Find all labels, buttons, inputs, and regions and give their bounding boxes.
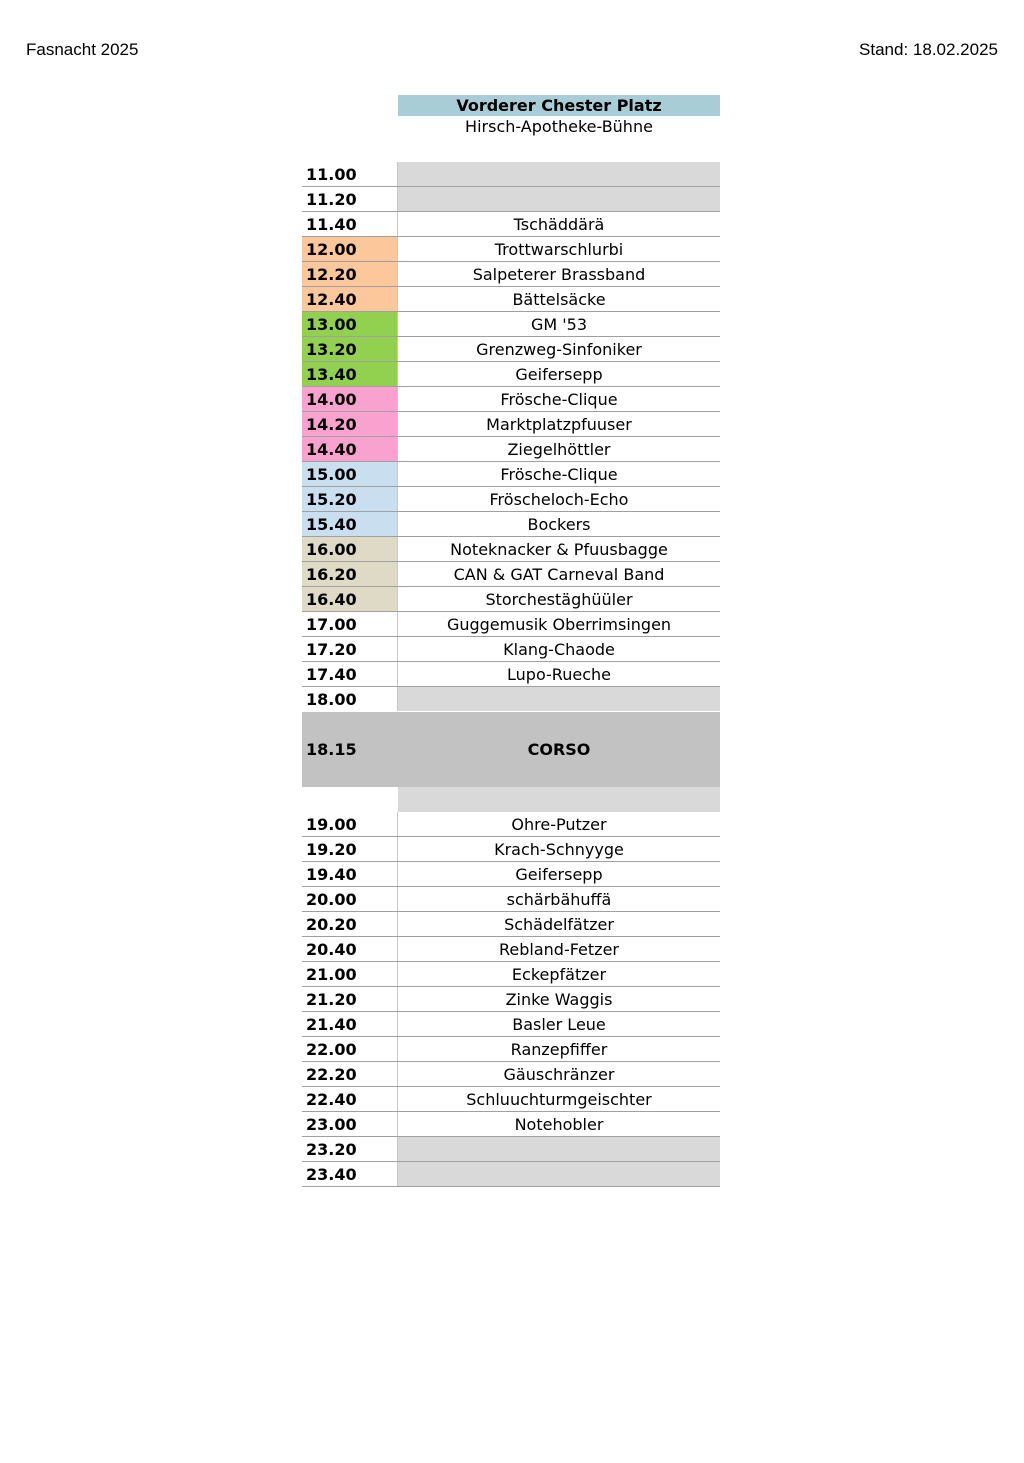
schedule-row <box>302 887 720 912</box>
slot-band: Storchestäghüüler <box>485 590 633 609</box>
schedule-row <box>302 462 720 487</box>
slot-time: 13.20 <box>302 337 398 361</box>
slot-band: Lupo-Rueche <box>507 665 611 684</box>
slot-band: Noteknacker & Pfuusbagge <box>450 540 668 559</box>
empty-slot <box>398 687 720 711</box>
slot-time: 15.40 <box>302 512 398 536</box>
slot-band: Tschäddärä <box>513 215 605 234</box>
corso-band-column <box>398 712 720 812</box>
schedule-row <box>302 962 720 987</box>
schedule-row <box>302 312 720 337</box>
schedule-row <box>302 387 720 412</box>
slot-time: 19.00 <box>302 812 398 836</box>
schedule-row <box>302 512 720 537</box>
schedule-row <box>302 687 720 712</box>
slot-band: GM '53 <box>530 315 588 334</box>
schedule-row <box>302 287 720 312</box>
slot-time: 12.20 <box>302 262 398 286</box>
slot-time: 18.00 <box>302 687 398 711</box>
slot-band: Fröscheloch-Echo <box>489 490 629 509</box>
slot-time: 15.00 <box>302 462 398 486</box>
slot-time: 12.40 <box>302 287 398 311</box>
slot-band: Guggemusik Oberrimsingen <box>446 615 672 634</box>
slot-time: 22.40 <box>302 1087 398 1111</box>
slot-time: 14.00 <box>302 387 398 411</box>
corso-time-gap <box>302 787 398 812</box>
slot-band: Rebland-Fetzer <box>499 940 619 959</box>
slot-time: 22.20 <box>302 1062 398 1086</box>
slot-band: Basler Leue <box>512 1015 606 1034</box>
slot-band: schärbähuffä <box>506 890 612 909</box>
slot-time: 13.00 <box>302 312 398 336</box>
schedule-row <box>302 587 720 612</box>
slot-band: Ohre-Putzer <box>511 815 607 834</box>
schedule-row <box>302 612 720 637</box>
schedule-row <box>302 637 720 662</box>
schedule-row <box>302 562 720 587</box>
slot-time: 23.20 <box>302 1137 398 1161</box>
schedule-after-corso <box>302 812 720 1187</box>
schedule-row <box>302 837 720 862</box>
slot-band: Notehobler <box>514 1115 604 1134</box>
slot-band: Krach-Schnyyge <box>494 840 624 859</box>
empty-slot <box>398 1162 720 1186</box>
schedule-row <box>302 537 720 562</box>
schedule-row <box>302 912 720 937</box>
slot-band: Bättelsäcke <box>512 290 606 309</box>
slot-time: 16.20 <box>302 562 398 586</box>
slot-time: 22.00 <box>302 1037 398 1061</box>
slot-band: Marktplatzpfuuser <box>486 415 632 434</box>
slot-band: Schädelfätzer <box>504 915 614 934</box>
document-title: Fasnacht 2025 <box>26 40 139 59</box>
schedule-row <box>302 237 720 262</box>
slot-band: Trottwarschlurbi <box>494 240 624 259</box>
slot-time: 17.20 <box>302 637 398 661</box>
slot-time: 12.00 <box>302 237 398 261</box>
corso-empty-slot <box>398 787 720 812</box>
slot-band: Eckepfätzer <box>511 965 607 984</box>
slot-time: 11.20 <box>302 187 398 211</box>
schedule-row <box>302 412 720 437</box>
slot-band: Frösche-Clique <box>500 390 618 409</box>
schedule-row <box>302 1062 720 1087</box>
schedule-row <box>302 337 720 362</box>
slot-time: 20.40 <box>302 937 398 961</box>
slot-band: Bockers <box>527 515 591 534</box>
schedule-row <box>302 362 720 387</box>
slot-time: 19.40 <box>302 862 398 886</box>
schedule-row <box>302 662 720 687</box>
schedule-row <box>302 187 720 212</box>
schedule-row <box>302 987 720 1012</box>
empty-slot <box>398 1137 720 1161</box>
corso-time: 18.15 <box>302 712 398 787</box>
slot-time: 21.00 <box>302 962 398 986</box>
slot-band: Frösche-Clique <box>500 465 618 484</box>
venue-title: Vorderer Chester Platz <box>398 95 720 116</box>
slot-time: 14.20 <box>302 412 398 436</box>
slot-time: 21.40 <box>302 1012 398 1036</box>
schedule-row <box>302 1112 720 1137</box>
slot-band: Zinke Waggis <box>505 990 613 1009</box>
schedule-row <box>302 487 720 512</box>
schedule-row <box>302 937 720 962</box>
schedule-table <box>302 162 720 1187</box>
slot-time: 16.40 <box>302 587 398 611</box>
slot-time: 11.00 <box>302 162 398 186</box>
schedule-row <box>302 1162 720 1187</box>
status-date: Stand: 18.02.2025 <box>859 40 998 59</box>
slot-band: Gäuschränzer <box>503 1065 615 1084</box>
empty-slot <box>398 162 720 186</box>
slot-time: 17.40 <box>302 662 398 686</box>
schedule-row <box>302 437 720 462</box>
slot-time: 23.00 <box>302 1112 398 1136</box>
slot-band: CAN & GAT Carneval Band <box>453 565 665 584</box>
slot-time: 15.20 <box>302 487 398 511</box>
schedule-row <box>302 1037 720 1062</box>
schedule-row <box>302 1087 720 1112</box>
schedule-before-corso <box>302 162 720 712</box>
slot-band: Schluuchturmgeischter <box>466 1090 652 1109</box>
slot-band: Geifersepp <box>515 365 603 384</box>
schedule-row <box>302 162 720 187</box>
slot-band: Ranzepfiffer <box>510 1040 608 1059</box>
slot-band: Grenzweg-Sinfoniker <box>476 340 642 359</box>
schedule-row <box>302 862 720 887</box>
slot-time: 20.00 <box>302 887 398 911</box>
schedule-row <box>302 812 720 837</box>
slot-time: 23.40 <box>302 1162 398 1186</box>
slot-time: 14.40 <box>302 437 398 461</box>
empty-slot <box>398 187 720 211</box>
slot-band: Klang-Chaode <box>503 640 615 659</box>
slot-time: 21.20 <box>302 987 398 1011</box>
slot-band: Salpeterer Brassband <box>472 265 646 284</box>
schedule-row <box>302 1137 720 1162</box>
corso-label: CORSO <box>398 712 720 787</box>
slot-time: 20.20 <box>302 912 398 936</box>
slot-band: Geifersepp <box>515 865 603 884</box>
slot-time: 17.00 <box>302 612 398 636</box>
slot-band: Ziegelhöttler <box>507 440 611 459</box>
schedule-row <box>302 1012 720 1037</box>
slot-time: 19.20 <box>302 837 398 861</box>
slot-time: 11.40 <box>302 212 398 236</box>
stage-name: Hirsch-Apotheke-Bühne <box>465 117 653 136</box>
schedule-row <box>302 212 720 237</box>
slot-time: 16.00 <box>302 537 398 561</box>
slot-time: 13.40 <box>302 362 398 386</box>
corso-time-column <box>302 712 398 812</box>
corso-block <box>302 712 720 812</box>
schedule-row <box>302 262 720 287</box>
